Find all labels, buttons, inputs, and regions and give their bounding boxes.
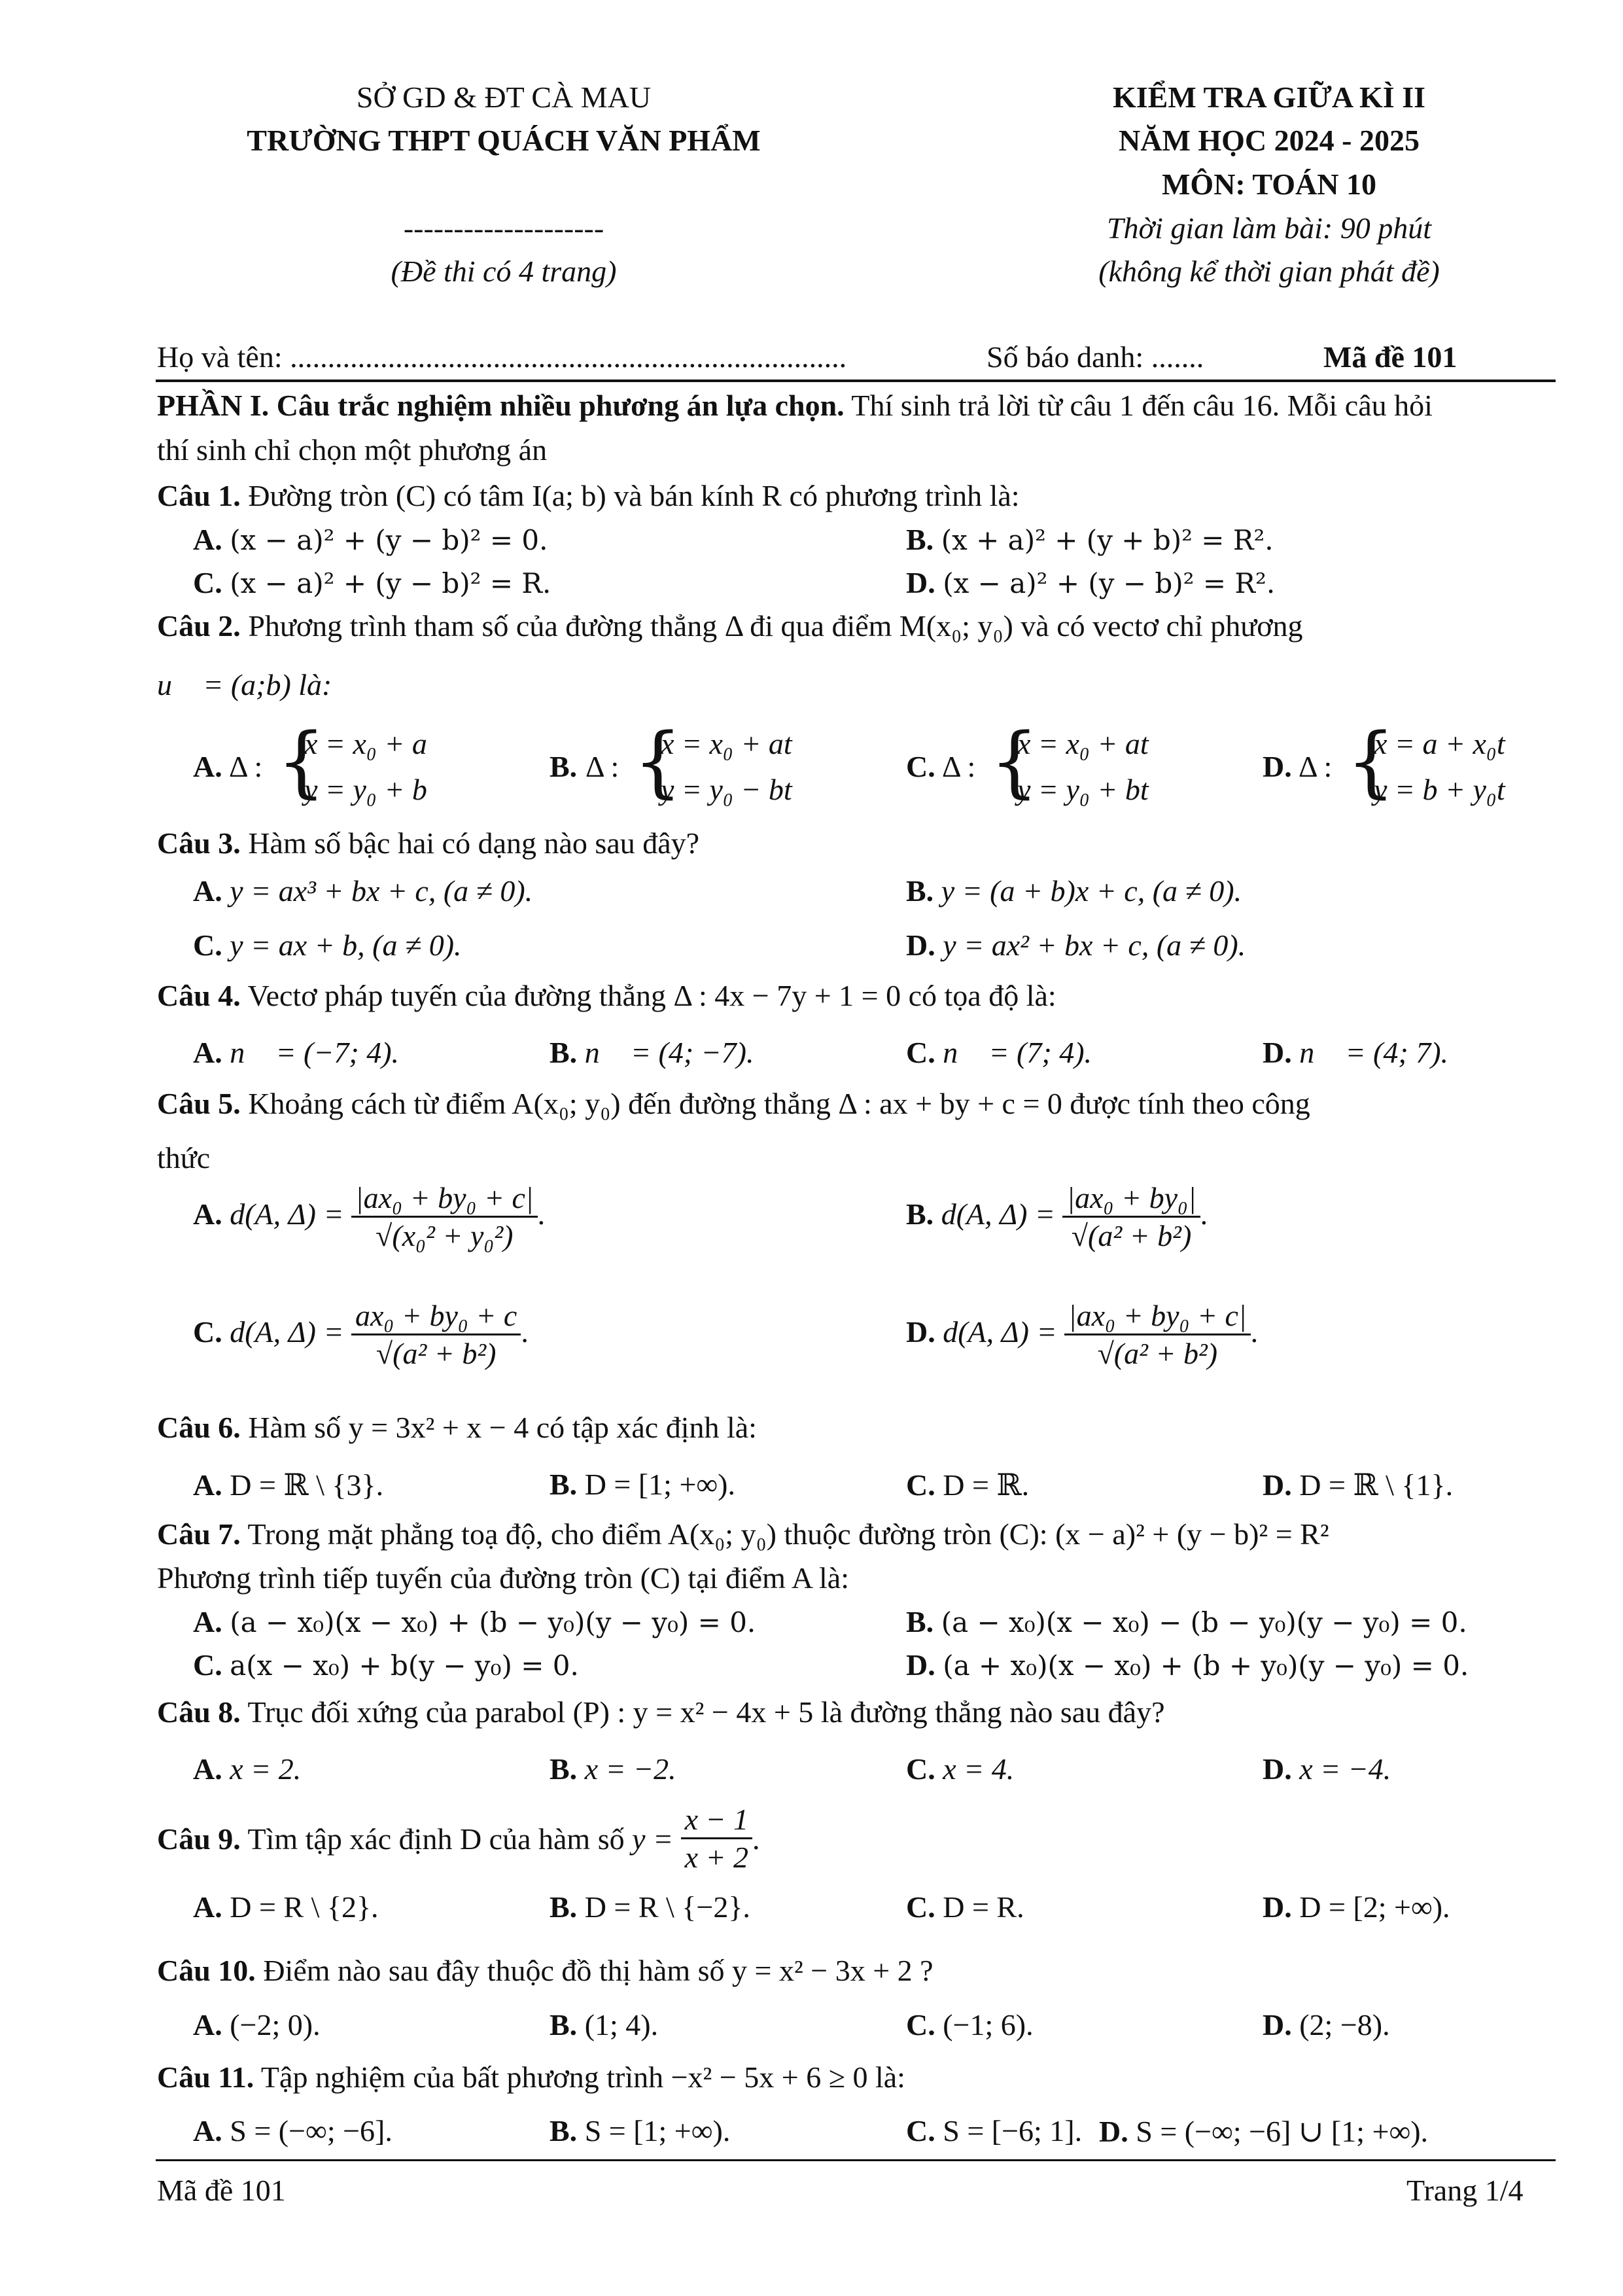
pages-note: (Đề thi có 4 trang) <box>391 255 617 288</box>
system-line-2: y = y₀ − bt <box>661 773 792 806</box>
option-label: A. <box>193 1197 222 1231</box>
question-text: Vectơ pháp tuyến của đường thẳng Δ : 4x − 7y + 1 = 0 có tọa độ là: <box>240 979 1056 1012</box>
option-label: A. <box>193 750 222 783</box>
option-text: (−1; 6). <box>943 2008 1034 2041</box>
q11-option-a[interactable] <box>193 2113 393 2148</box>
option-text: D = R \ {2}. <box>230 1890 379 1924</box>
question-8 <box>157 1695 1165 1729</box>
option-label: A. <box>193 1605 222 1638</box>
option-text: y = ax + b, (a ≠ 0). <box>230 928 462 962</box>
question-label: Câu 6. <box>157 1411 241 1444</box>
q9-option-a[interactable] <box>193 1890 379 1924</box>
q5-option-a[interactable]: A. d(A, Δ) = $\frac{\text{|ax₀ + by₀ + c|}}{\text{√(x₀² + y₀²)}}$ . <box>193 1181 545 1254</box>
header-rule <box>156 380 1556 382</box>
brace-icon: { <box>277 716 326 806</box>
q10-option-c[interactable] <box>906 2007 1034 2042</box>
option-label: C. <box>906 1468 935 1502</box>
option-text: (1; 4). <box>584 2008 659 2041</box>
option-label: C. <box>906 2114 935 2147</box>
option-text: (a − x₀)(x − x₀) + (b − y₀)(y − y₀) = 0. <box>230 1606 756 1638</box>
system-line-2: y = b + y₀t <box>1374 773 1505 806</box>
question-text: Tập nghiệm của bất phương trình −x² − 5x + 6 ≥ 0 là: <box>254 2060 905 2094</box>
option-text: D = ℝ. <box>943 1468 1030 1502</box>
function-end: . <box>752 1822 760 1856</box>
option-label: C. <box>906 1036 935 1069</box>
q1-option-b[interactable] <box>906 522 1274 557</box>
question-text: Khoảng cách từ điểm A(x₀; y₀) đến đường thẳng Δ : ax + by + c = 0 được tính theo công <box>240 1087 1310 1120</box>
brace-icon: { <box>633 716 683 806</box>
question-text: Hàm số y = 3x² + x − 4 có tập xác định là: <box>240 1411 757 1444</box>
delta-symbol: Δ : <box>229 750 263 783</box>
option-label: A. <box>193 1468 222 1502</box>
option-text: n⃗ = (7; 4). <box>943 1036 1092 1069</box>
question-text: Trong mặt phẳng toạ độ, cho điểm A(x₀; y₀) thuộc đường tròn (C): (x − a)² + (y − b)² = R² <box>240 1517 1329 1551</box>
question-9 <box>157 1803 760 1875</box>
q1-option-c[interactable] <box>193 565 551 600</box>
denominator: √(a² + b²) <box>1097 1336 1218 1370</box>
option-text: x = 4. <box>943 1752 1015 1786</box>
system-line-1: x = a + x₀t <box>1374 727 1505 760</box>
option-text: S = [1; +∞). <box>584 2114 731 2147</box>
option-label: B. <box>550 1752 578 1786</box>
q5-option-d[interactable]: D. d(A, Δ) = $\frac{\text{|ax₀ + by₀ + c|}}{\text{√(a² + b²)}}$ . <box>906 1299 1258 1371</box>
q9-option-d[interactable] <box>1263 1890 1450 1924</box>
delta-symbol: Δ : <box>942 750 976 783</box>
option-label: B. <box>550 2114 578 2147</box>
option-text: y = ax² + bx + c, (a ≠ 0). <box>943 928 1246 962</box>
question-2-line2: u⃗ = (a;b) là: <box>157 668 332 701</box>
q4-option-a[interactable] <box>193 1035 399 1070</box>
q8-option-a[interactable] <box>193 1752 301 1786</box>
q8-option-b[interactable] <box>550 1752 676 1786</box>
option-label: D. <box>1263 1890 1292 1924</box>
system-line-1: x = x₀ + a <box>304 727 427 760</box>
question-label: Câu 8. <box>157 1695 241 1729</box>
option-label: A. <box>193 1036 222 1069</box>
exam-time-note: (không kể thời gian phát đề) <box>1098 255 1440 288</box>
option-label: B. <box>550 750 578 783</box>
delta-symbol: Δ : <box>585 750 620 783</box>
option-label: D. <box>906 1315 935 1349</box>
question-6 <box>157 1410 757 1445</box>
question-label: Câu 4. <box>157 979 241 1012</box>
q2-option-d[interactable] <box>1263 716 1563 811</box>
option-label: C. <box>906 1890 935 1924</box>
student-name-field: Họ và tên: .......................................................................... <box>157 340 847 374</box>
footer-exam-code: Mã đề 101 <box>157 2174 286 2207</box>
q7-option-b[interactable] <box>906 1604 1467 1639</box>
option-text: D = R \ {−2}. <box>584 1890 750 1924</box>
option-text: (a + x₀)(x − x₀) + (b + y₀)(y − y₀) = 0. <box>943 1650 1469 1682</box>
option-label: D. <box>1099 2115 1128 2148</box>
option-text: (−2; 0). <box>230 2008 321 2041</box>
option-label: B. <box>906 1197 934 1231</box>
question-label: Câu 1. <box>157 479 241 512</box>
option-text: y = (a + b)x + c, (a ≠ 0). <box>941 874 1242 908</box>
q3-option-b[interactable] <box>906 874 1242 908</box>
option-text: x = −2. <box>584 1752 676 1786</box>
system-line-1: x = x₀ + at <box>1017 727 1149 760</box>
q9-option-b[interactable] <box>550 1890 750 1924</box>
option-label: C. <box>193 1648 222 1682</box>
fraction <box>1062 1181 1200 1254</box>
part1-instruction: Thí sinh trả lời từ câu 1 đến câu 16. Mỗi câu hỏi <box>844 389 1433 422</box>
question-3 <box>157 826 699 860</box>
option-label: B. <box>550 1890 578 1924</box>
option-label: B. <box>906 1605 934 1638</box>
question-text: Hàm số bậc hai có dạng nào sau đây? <box>240 826 700 860</box>
option-text: D = ℝ \ {1}. <box>1299 1468 1454 1502</box>
option-label: C. <box>193 1315 222 1349</box>
option-label: D. <box>1263 1752 1292 1786</box>
fraction <box>351 1181 538 1254</box>
question-5-line2: thức <box>157 1141 211 1174</box>
dept-name: SỞ GD & ĐT CÀ MAU <box>356 80 652 114</box>
option-label: A. <box>193 1752 222 1786</box>
option-text: (x + a)² + (y + b)² = R². <box>941 524 1274 556</box>
formula-lhs: d(A, Δ) = <box>943 1315 1057 1349</box>
q1-option-d[interactable] <box>906 565 1275 600</box>
question-2 <box>157 609 1303 643</box>
system-line-2: y = y₀ + bt <box>1017 773 1149 806</box>
part1-heading <box>157 391 1433 421</box>
option-label: A. <box>193 2114 222 2147</box>
option-label: B. <box>550 1036 578 1069</box>
school-year: NĂM HỌC 2024 - 2025 <box>1119 124 1420 157</box>
fraction <box>681 1803 752 1875</box>
q5-option-c[interactable]: C. d(A, Δ) = $\frac{\text{ax₀ + by₀ + c}}{\text{√(a² + b²)}}$ . <box>193 1299 529 1371</box>
numerator: |ax₀ + by₀ + c| <box>1064 1299 1251 1335</box>
exam-title: KIỂM TRA GIỮA KÌ II <box>1113 80 1425 114</box>
q7-option-a[interactable] <box>193 1604 756 1639</box>
footer-page-number: Trang 1/4 <box>1406 2174 1524 2207</box>
q3-option-d[interactable] <box>906 928 1246 963</box>
brace-icon: { <box>990 716 1039 806</box>
option-text: (x − a)² + (y − b)² = R. <box>230 567 551 599</box>
q2-option-b[interactable] <box>550 716 890 811</box>
question-label: Câu 5. <box>157 1087 241 1120</box>
student-id-field: Số báo danh: ....... <box>986 340 1204 374</box>
question-1 <box>157 478 1020 513</box>
option-text: D = [2; +∞). <box>1299 1890 1450 1924</box>
numerator: |ax₀ + by₀| <box>1062 1181 1200 1218</box>
q9-option-c[interactable] <box>906 1890 1024 1924</box>
question-7 <box>157 1517 1329 1551</box>
q6-option-a[interactable] <box>193 1467 383 1502</box>
q8-option-d[interactable] <box>1263 1752 1391 1786</box>
numerator: x − 1 <box>681 1803 752 1839</box>
option-label: C. <box>906 750 935 783</box>
denominator: √(a² + b²) <box>375 1336 497 1370</box>
option-label: A. <box>193 2008 222 2041</box>
question-label: Câu 10. <box>157 1954 256 1987</box>
option-text: (x − a)² + (y − b)² = 0. <box>230 524 548 556</box>
fraction <box>351 1299 521 1371</box>
option-label: D. <box>906 1648 935 1682</box>
q2-option-c[interactable] <box>906 716 1246 811</box>
q11-option-c[interactable] <box>906 2113 1082 2148</box>
q4-option-c[interactable] <box>906 1035 1092 1070</box>
question-label: Câu 9. <box>157 1822 241 1856</box>
q11-option-b[interactable] <box>550 2113 730 2148</box>
school-name: TRƯỜNG THPT QUÁCH VĂN PHẨM <box>247 124 761 157</box>
formula-lhs: d(A, Δ) = <box>230 1197 344 1231</box>
system-line-1: x = x₀ + at <box>661 727 792 760</box>
q4-option-d[interactable] <box>1263 1035 1448 1070</box>
option-text: D = ℝ \ {3}. <box>230 1468 384 1502</box>
option-text: n⃗ = (4; 7). <box>1299 1036 1449 1069</box>
numerator: |ax₀ + by₀ + c| <box>351 1181 538 1218</box>
option-text: (x − a)² + (y − b)² = R². <box>943 567 1276 599</box>
option-label: D. <box>1263 750 1292 783</box>
question-10 <box>157 1953 934 1988</box>
footer-rule <box>156 2159 1556 2161</box>
question-11 <box>157 2060 905 2094</box>
q3-option-c[interactable] <box>193 928 462 963</box>
question-5 <box>157 1086 1310 1121</box>
question-label: Câu 11. <box>157 2060 254 2094</box>
q10-option-a[interactable] <box>193 2007 321 2042</box>
function-lhs: y = <box>632 1822 674 1856</box>
fraction <box>1064 1299 1251 1371</box>
option-label: C. <box>193 566 222 599</box>
q11-option-d[interactable] <box>1099 2113 1428 2149</box>
option-text: a(x − x₀) + b(y − y₀) = 0. <box>230 1650 579 1682</box>
q8-option-c[interactable] <box>906 1752 1014 1786</box>
q5-option-b[interactable]: B. d(A, Δ) = $\frac{\text{|ax₀ + by₀|}}{\text{√(a² + b²)}}$ . <box>906 1181 1208 1254</box>
q1-option-a[interactable] <box>193 522 548 557</box>
question-text: Phương trình tham số của đường thẳng Δ đi qua điểm M(x₀; y₀) và có vectơ chỉ phương <box>240 609 1303 643</box>
option-text: y = ax³ + bx + c, (a ≠ 0). <box>230 874 533 908</box>
option-label: D. <box>906 928 935 962</box>
q10-option-b[interactable] <box>550 2007 658 2042</box>
question-4 <box>157 978 1056 1013</box>
option-text: (a − x₀)(x − x₀) − (b − y₀)(y − y₀) = 0. <box>941 1606 1467 1638</box>
subject: MÔN: TOÁN 10 <box>1162 168 1376 201</box>
q3-option-a[interactable] <box>193 874 532 908</box>
q6-option-c[interactable] <box>906 1467 1029 1502</box>
option-label: A. <box>193 1890 222 1924</box>
question-text: Đường tròn (C) có tâm I(a; b) và bán kính R có phương trình là: <box>240 479 1020 512</box>
exam-code: Mã đề 101 <box>1323 340 1457 374</box>
option-text: S = (−∞; −6] ∪ [1; +∞). <box>1136 2115 1429 2148</box>
part1-instruction-2: thí sinh chỉ chọn một phương án <box>157 433 548 467</box>
option-label: B. <box>550 1468 578 1501</box>
question-text: Điểm nào sau đây thuộc đồ thị hàm số y = x² − 3x + 2 ? <box>255 1954 934 1987</box>
option-text: x = 2. <box>230 1752 302 1786</box>
question-text: Tìm tập xác định D của hàm số <box>240 1822 625 1856</box>
option-text: (2; −8). <box>1299 2008 1390 2041</box>
denominator: x + 2 <box>684 1840 749 1874</box>
option-label: B. <box>550 2008 578 2041</box>
option-label: B. <box>906 874 934 908</box>
option-label: D. <box>1263 1036 1292 1069</box>
option-label: A. <box>193 523 222 556</box>
option-label: D. <box>1263 1468 1292 1502</box>
question-label: Câu 3. <box>157 826 241 860</box>
brace-icon: { <box>1346 716 1396 806</box>
question-label: Câu 2. <box>157 609 241 643</box>
option-text: n⃗ = (−7; 4). <box>230 1036 400 1069</box>
option-text: D = R. <box>943 1890 1024 1924</box>
delta-symbol: Δ : <box>1299 750 1333 783</box>
option-text: D = [1; +∞). <box>584 1468 736 1501</box>
q2-option-a[interactable] <box>193 716 507 811</box>
question-text: Trục đối xứng của parabol (P) : y = x² − 4x + 5 là đường thẳng nào sau đây? <box>240 1695 1165 1729</box>
system-line-2: y = y₀ + b <box>304 773 427 806</box>
option-label: B. <box>906 523 934 556</box>
denominator: √(a² + b²) <box>1071 1218 1192 1252</box>
exam-time: Thời gian làm bài: 90 phút <box>1106 211 1432 245</box>
option-label: C. <box>906 1752 935 1786</box>
part1-title: PHẦN I. Câu trắc nghiệm nhiều phương án lựa chọn. <box>157 389 845 422</box>
q10-option-d[interactable] <box>1263 2007 1390 2042</box>
option-label: D. <box>906 566 935 599</box>
question-label: Câu 7. <box>157 1517 241 1551</box>
q7-option-d[interactable] <box>906 1648 1469 1682</box>
option-text: S = [−6; 1]. <box>943 2114 1083 2147</box>
q4-option-b[interactable] <box>550 1035 754 1070</box>
numerator: ax₀ + by₀ + c <box>351 1299 521 1335</box>
option-text: n⃗ = (4; −7). <box>584 1036 754 1069</box>
option-label: A. <box>193 874 222 908</box>
option-label: C. <box>193 928 222 962</box>
formula-lhs: d(A, Δ) = <box>941 1197 1055 1231</box>
option-text: x = −4. <box>1299 1752 1391 1786</box>
question-7-line2: Phương trình tiếp tuyến của đường tròn (C) tại điểm A là: <box>157 1561 849 1595</box>
option-label: D. <box>1263 2008 1292 2041</box>
header-dashes: -------------------- <box>403 211 604 245</box>
denominator: √(x₀² + y₀²) <box>375 1218 514 1252</box>
option-text: S = (−∞; −6]. <box>230 2114 393 2147</box>
q6-option-d[interactable] <box>1263 1467 1453 1502</box>
formula-lhs: d(A, Δ) = <box>230 1315 344 1349</box>
q7-option-c[interactable] <box>193 1648 579 1682</box>
q6-option-b[interactable] <box>550 1467 735 1502</box>
option-label: C. <box>906 2008 935 2041</box>
